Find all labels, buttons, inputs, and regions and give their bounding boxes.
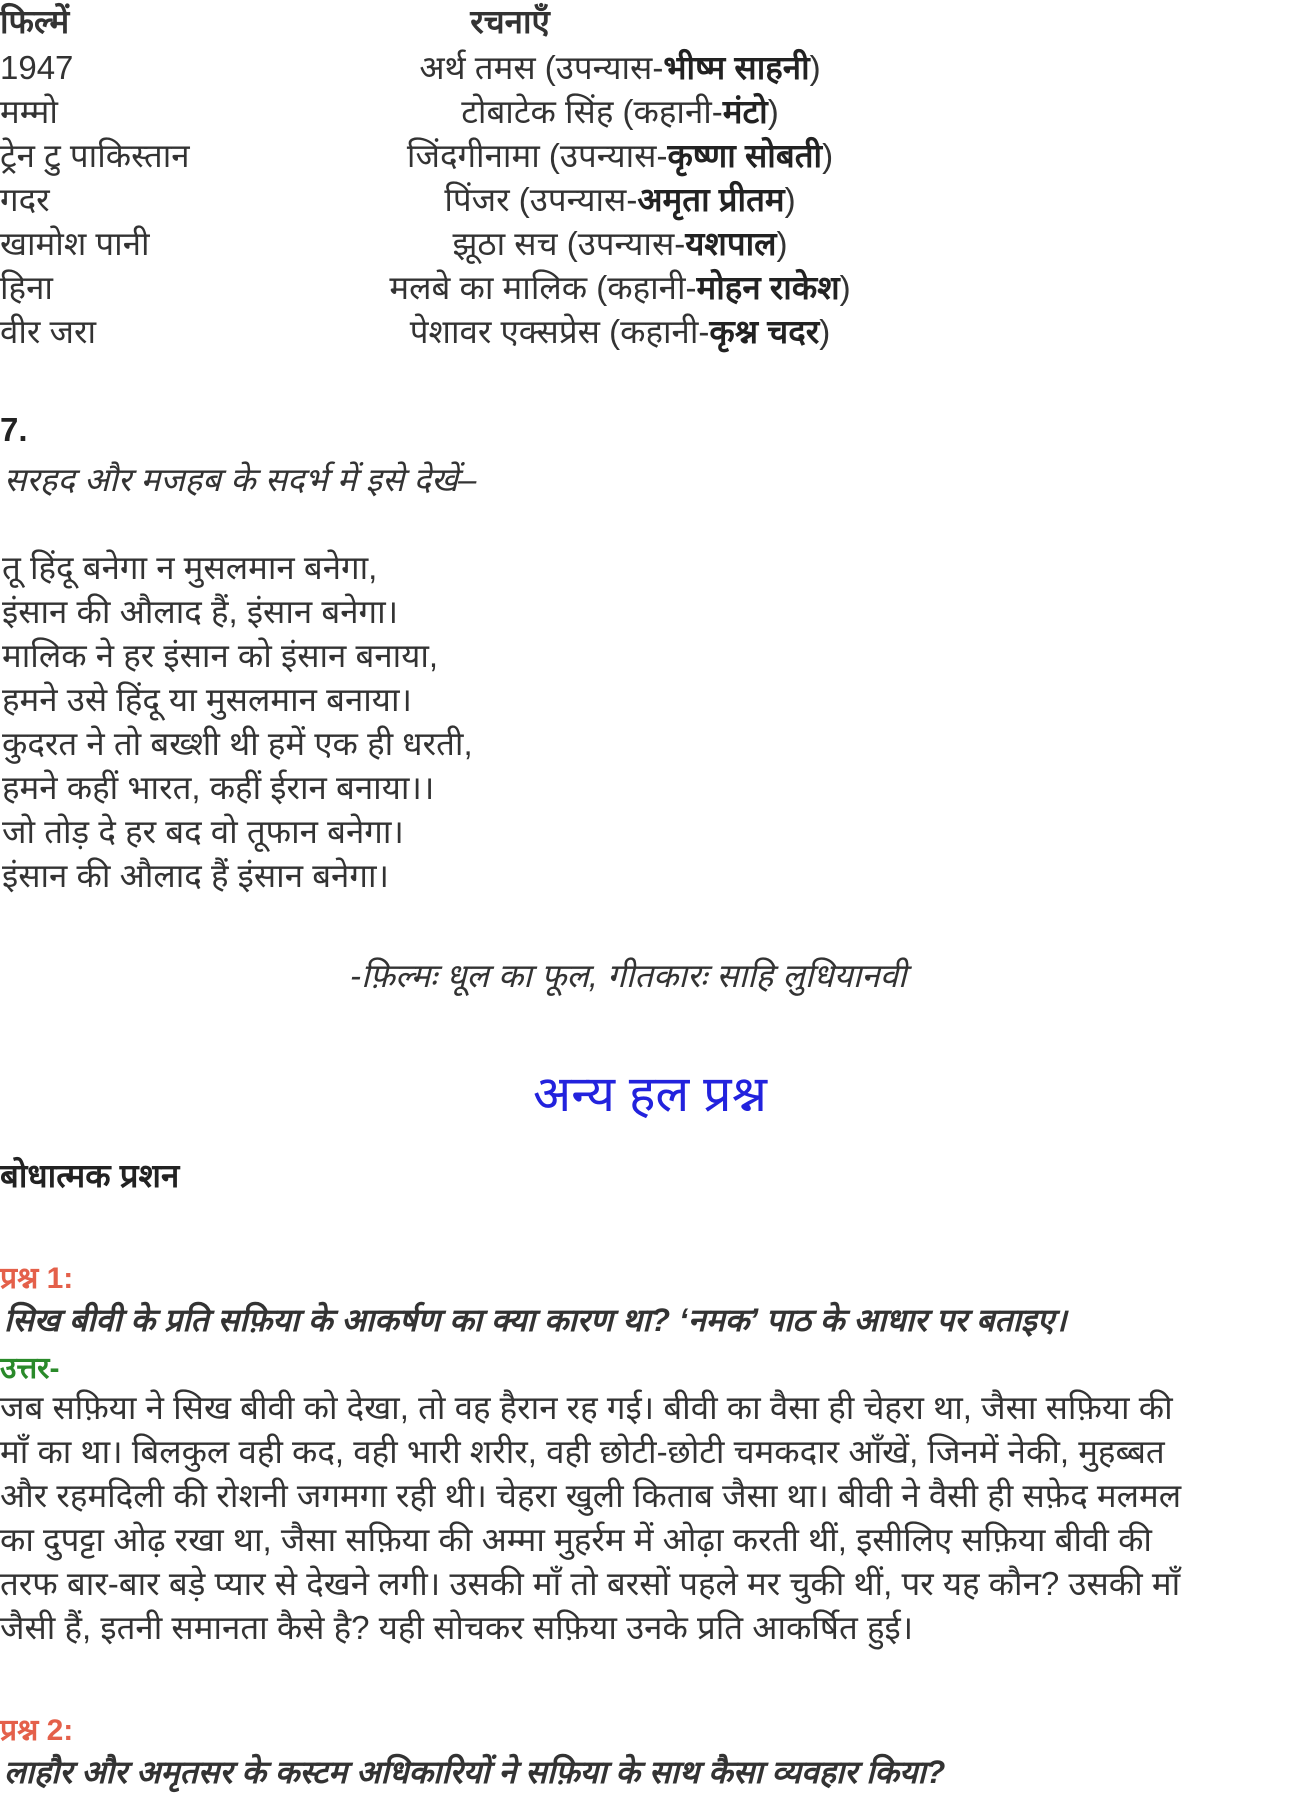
work-author: यशपाल: [685, 225, 777, 262]
film-name: खामोश पानी: [0, 225, 150, 262]
question-1-text: सिख बीवी के प्रति सफ़िया के आकर्षण का क्या कारण था? ‘नमक’ पाठ के आधार पर बताइए।: [4, 1302, 1067, 1338]
work-close: ): [822, 137, 834, 174]
film-name: हिना: [0, 269, 53, 306]
work-title: [340, 90, 900, 134]
question-1-label: प्रश्न 1:: [0, 1262, 74, 1295]
section-heading: अन्य हल प्रश्न: [533, 1066, 767, 1122]
work-close: ): [776, 225, 788, 262]
work-text: झूठा सच (उपन्यास-: [452, 225, 686, 262]
answer-line: जब सफ़िया ने सिख बीवी को देखा, तो वह हैरान रह गई। बीवी का वैसा ही चेहरा था, जैसा सफ़िया की: [0, 1389, 1173, 1426]
work-author: भीष्म साहनी: [663, 49, 810, 86]
film-name: 1947: [0, 49, 74, 86]
work-text: अर्थ तमस (उपन्यास-: [419, 49, 664, 86]
poem-line: जो तोड़ दे हर बद वो तूफान बनेगा।: [2, 813, 404, 850]
question-2-label: प्रश्न 2:: [0, 1714, 74, 1747]
subheading: बोधात्मक प्रशन: [0, 1157, 180, 1194]
work-text: पिंजर (उपन्यास-: [444, 181, 638, 218]
work-close: ): [819, 313, 831, 350]
answer-line: जैसी हैं, इतनी समानता कैसे है? यही सोचकर सफ़िया उनके प्रति आकर्षित हुई।: [0, 1609, 914, 1646]
poem-line: तू हिंदू बनेगा न मुसलमान बनेगा,: [2, 549, 378, 586]
poem-line: हमने उसे हिंदू या मुसलमान बनाया।: [2, 681, 412, 718]
poem-attribution: -फ़िल्मः धूल का फूल, गीतकारः साहि लुधियानवी: [350, 957, 907, 994]
work-close: ): [809, 49, 821, 86]
work-author: अमृता प्रीतम: [637, 181, 785, 218]
work-text: मलबे का मालिक (कहानी-: [389, 269, 697, 306]
work-text: टोबाटेक सिंह (कहानी-: [461, 93, 723, 130]
work-close: ): [784, 181, 796, 218]
poem-line: इंसान की औलाद हैं, इंसान बनेगा।: [2, 593, 399, 630]
section-number: 7.: [0, 411, 28, 448]
work-author: मंटो: [722, 93, 768, 130]
work-title: [340, 266, 900, 310]
poem: [2, 546, 473, 898]
answer-line: तरफ बार-बार बड़े प्यार से देखने लगी। उसकी माँ तो बरसों पहले मर चुकी थीं, पर यह कौन? उसकी माँ: [0, 1565, 1181, 1602]
poem-line: मालिक ने हर इंसान को इंसान बनाया,: [2, 637, 439, 674]
work-title: [340, 310, 900, 354]
answer-1-label: उत्तर-: [0, 1352, 60, 1385]
films-header: फिल्में: [0, 3, 70, 40]
poem-line: इंसान की औलाद हैं इंसान बनेगा।: [2, 857, 389, 894]
film-name: ट्रेन टु पाकिस्तान: [0, 137, 190, 174]
work-author: कृष्णा सोबती: [667, 137, 823, 174]
work-title: [340, 46, 900, 90]
answer-1-text: [0, 1386, 1296, 1650]
answer-line: और रहमदिली की रोशनी जगमगा रही थी। चेहरा खुली किताब जैसा था। बीवी ने वैसी ही सफ़ेद मलमल: [0, 1477, 1182, 1514]
work-title: [340, 134, 900, 178]
question-2-text: लाहौर और अमृतसर के कस्टम अधिकारियों ने सफ़िया के साथ कैसा व्यवहार किया?: [4, 1754, 946, 1790]
film-name: वीर जरा: [0, 313, 97, 350]
poem-intro: सरहद और मजहब के सदर्भ में इसे देखें–: [4, 461, 477, 498]
work-title: [340, 222, 900, 266]
answer-line: का दुपट्टा ओढ़ रखा था, जैसा सफ़िया की अम्मा मुहर्रम में ओढ़ा करती थीं, इसीलिए सफ़िया बीवी की: [0, 1521, 1152, 1558]
work-title: [340, 178, 900, 222]
work-author: मोहन राकेश: [696, 269, 840, 306]
poem-line: कुदरत ने तो बख्शी थी हमें एक ही धरती,: [2, 725, 473, 762]
work-text: जिंदगीनामा (उपन्यास-: [406, 137, 668, 174]
answer-line: माँ का था। बिलकुल वही कद, वही भारी शरीर, वही छोटी-छोटी चमकदार आँखें, जिनमें नेकी, मुहब्बत: [0, 1433, 1165, 1470]
work-text: पेशावर एक्सप्रेस (कहानी-: [409, 313, 710, 350]
work-close: ): [767, 93, 779, 130]
poem-line: हमने कहीं भारत, कहीं ईरान बनाया।।: [2, 769, 435, 806]
work-author: कृश्न चदर: [709, 313, 820, 350]
work-close: ): [839, 269, 851, 306]
film-name: गदर: [0, 181, 50, 218]
film-name: मम्मो: [0, 93, 58, 130]
works-header: रचनाएँ: [470, 3, 550, 40]
